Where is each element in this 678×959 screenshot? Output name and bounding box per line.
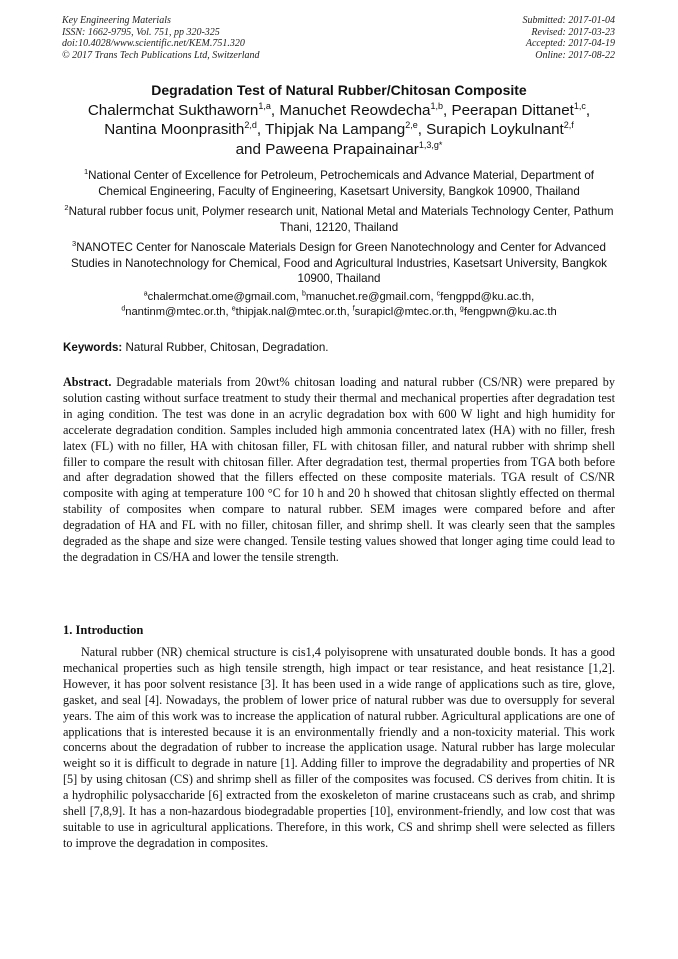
author-conjunction: and: [235, 140, 261, 158]
email-address[interactable]: thipjak.nal@mtec.or.th: [235, 306, 347, 319]
email-mark: f: [352, 305, 355, 313]
affiliation-mark: 3: [72, 239, 77, 249]
affiliation-2: [60, 204, 618, 235]
author-name: Manuchet Reowdecha: [279, 102, 431, 119]
author-list: Chalermchat Sukthaworn$^{1,a}$, Manuchet Reowdecha$^{1,b}$, Peerapan Dittanet$^{1,c}$, Nantina Moonprasith$^{2,d}$, Thipjak Na Lampang$^{2,e}$, Surapich Loykulnant$^{2,f}$ and Paweena Prapainainar$^{1,3,g*}$: [87, 100, 591, 158]
author-name: Thipjak Na Lampang: [265, 121, 406, 139]
doi-line: doi:10.4028/www.scientific.net/KEM.751.320: [62, 38, 245, 49]
affiliation-text: National Center of Excellence for Petroleum, Petrochemicals and Advance Material, Department of Chemical Engineering, Faculty of Engineering, Kasetsart University, Bangkok 10900, Thailand: [88, 169, 595, 198]
author-name: Nantina Moonprasith: [104, 121, 245, 139]
author-affiliation-mark: 1,c: [573, 100, 586, 111]
affiliation-mark: 2: [64, 203, 69, 213]
issn-line: ISSN: 1662-9795, Vol. 751, pp 320-325: [62, 26, 220, 38]
affiliation-mark: 1: [83, 167, 89, 177]
submitted-date: Submitted: 2017-01-04: [522, 15, 615, 26]
author-affiliation-mark: 2,e: [405, 120, 418, 131]
email-address[interactable]: fengppd@ku.ac.th: [440, 291, 532, 303]
email-address[interactable]: chalermchat.ome@gmail.com: [147, 291, 296, 303]
online-date: Online: 2017-08-22: [535, 49, 615, 61]
keywords: [63, 341, 329, 354]
email-mark: e: [231, 305, 236, 313]
author-name: Surapich Loykulnant: [426, 121, 564, 139]
paper-title: Degradation Test of Natural Rubber/Chitosan Composite: [151, 82, 527, 98]
journal-name: Key Engineering Materials: [62, 15, 171, 26]
introduction-paragraph: Natural rubber (NR) chemical structure is cis1,4 polyisoprene with unsaturated double bonds. It has a good mechanical properties such as high tensile strength, high impact or tear resistance, and heat resistance [1,2]. However, it has poor solvent resistance [3]. It has been used in a wide range of applications such as tire, glove, gasket, and seal [4]. Nowadays, the problem of lower price of natural rubber was due to oversupply for several years. The aim of this work was to increase the application of natural rubber. Agricultural applications are one of applications that is interested because it is an environmentally friendly and a non-toxicity material. This work concerns about the degradation of rubber to increase the application usage. Natural rubber has large molecular weight so it is difficult to degrade in nature [1]. Adding filler to improve the degradability and properties of NR [5] by using chitosan (CS) and shrimp shell as filler of the composites was focused. CS derives from chitin. It is a hydrophilic polysaccharide [6] extracted from the exoskeleton of marine crustaceans such as crab, and shrimp shell [7,8,9]. It has a non-hazardous biodegradable properties [10], environment-friendly, and low cost that was suitable to use in agricultural applications. Therefore, in this work, CS and shrimp shell were selected as fillers to improve the degradation in composites.: [63, 645, 615, 850]
email-address[interactable]: fengpwn@ku.ac.th: [463, 306, 557, 319]
author-affiliation-mark: 2,d: [244, 120, 257, 131]
abstract-text: Degradable materials from 20wt% chitosan loading and natural rubber (CS/NR) were prepared by solution casting without surface treatment to study their thermal and mechanical properties after degradation test in aging condition. The test was done in an acrylic degradation box with 600 W light and high humidity for accelerate degradation condition. Samples included high ammonia concentrated latex (HA) with no filler, fresh latex (FL) with no filler, HA with chitosan filler, FL with chitosan filler, and natural rubber with shrimp shell filler to compare the result with chitosan filler. After degradation test, thermal properties from TGA both before and after degradation showed that the fillers effected on these composite materials. TGA result of CS/NR composite with aging at temperature 100 °C for 10 h and 20 h showed that chitosan slightly effected on thermal stability of composites when compare to natural rubber. SEM images were compared before and after degradation of HA and FL with no filler, chitosan filler, and shrimp shell. It was clearly seen that the samples degraded as the shape and size were changed. Tensile testing values showed that longer aging time could lead to the degradation in CS/HA and lower the tensile strength.: [63, 375, 615, 564]
affiliation-1: [60, 168, 618, 199]
email-mark: g: [459, 305, 464, 313]
author-name: Paweena Prapainainar: [265, 140, 419, 158]
section-heading: 1. Introduction: [63, 623, 144, 637]
email-address[interactable]: nantinm@mtec.or.th: [125, 306, 226, 319]
abstract: [63, 375, 615, 566]
email-address[interactable]: surapicl@mtec.or.th: [354, 306, 454, 319]
author-name: Chalermchat Sukthaworn: [87, 102, 259, 119]
publication-info: [62, 15, 260, 61]
publication-dates: [523, 15, 616, 61]
abstract-label: Abstract.: [63, 375, 112, 389]
affiliation-text: Natural rubber focus unit, Polymer research unit, National Metal and Materials Technology Center, Pathum Thani, 12120, Thailand: [68, 205, 614, 234]
author-affiliation-mark: 1,3,g*: [418, 139, 443, 150]
email-address[interactable]: manuchet.re@gmail.com: [305, 291, 431, 303]
affiliation-text: NANOTEC Center for Nanoscale Materials Design for Green Nanotechnology and Center for Advanced Studies in Nanotechnology for Chemical, Food and Agricultural Industries, Kasetsart University, Bangkok 10900, Thailand: [71, 241, 607, 286]
email-list: $^a$chalermchat.ome@gmail.com, $^b$manuchet.re@gmail.com, $^c$fengppd@ku.ac.th, $^d$nantinm@mtec.or.th, $^e$thipjak.nal@mtec.or.th, $^f$surapicl@mtec.or.th, $^g$fengpwn@ku.ac.th: [121, 290, 557, 319]
email-mark: c: [436, 290, 441, 298]
author-affiliation-mark: 1,a: [258, 100, 271, 111]
copyright-line: © 2017 Trans Tech Publications Ltd, Switzerland: [62, 49, 260, 61]
email-mark: b: [302, 290, 306, 298]
keywords-text: Natural Rubber, Chitosan, Degradation.: [125, 341, 329, 354]
email-mark: a: [143, 290, 148, 298]
keywords-label: Keywords:: [63, 341, 123, 354]
email-mark: d: [121, 305, 126, 313]
author-name: Peerapan Dittanet: [451, 102, 574, 119]
revised-date: Revised: 2017-03-23: [531, 26, 615, 38]
author-affiliation-mark: 2,f: [563, 120, 574, 131]
affiliation-3: [60, 240, 618, 287]
accepted-date: Accepted: 2017-04-19: [525, 38, 615, 49]
author-affiliation-mark: 1,b: [430, 100, 443, 111]
